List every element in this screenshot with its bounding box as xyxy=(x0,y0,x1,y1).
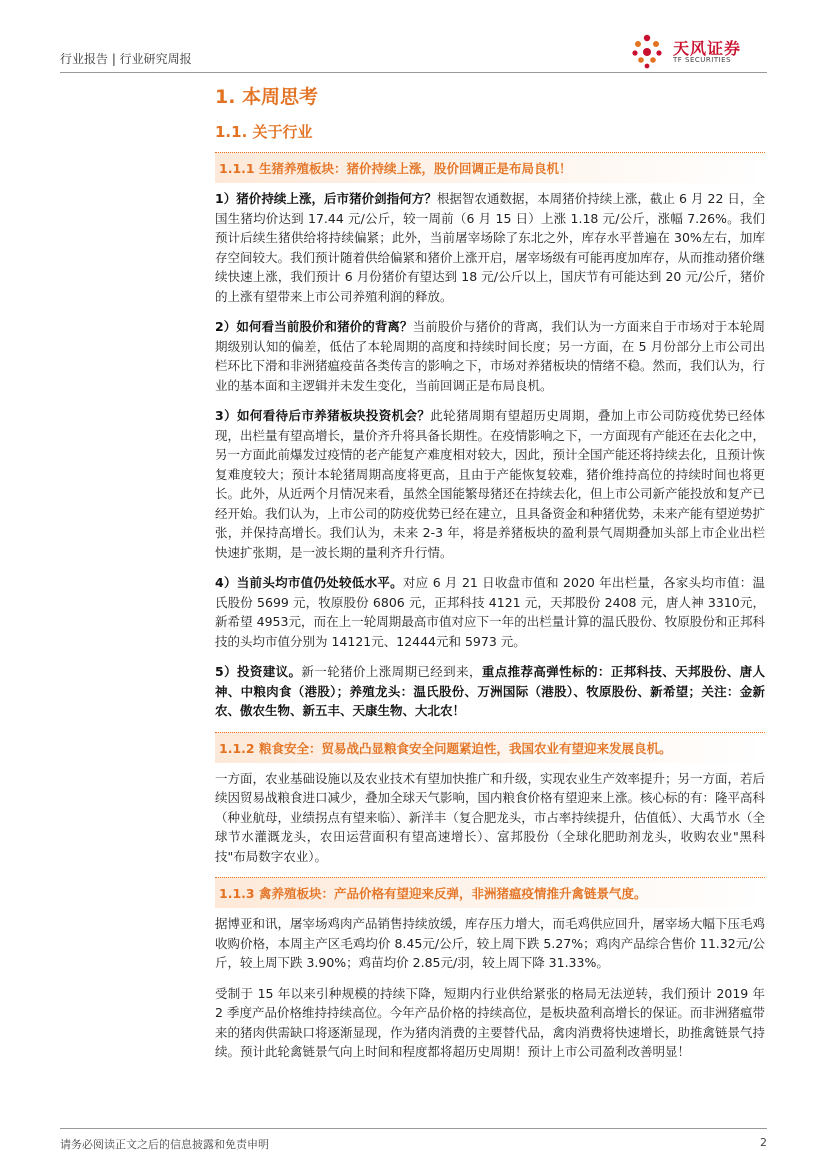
header-divider xyxy=(60,72,767,73)
paragraph-lead: 1）猪价持续上涨，后市猪价剑指何方？ xyxy=(215,191,437,206)
paragraph-text: 对应 6 月 21 日收盘市值和 2020 年出栏量，各家头均市值：温氏股份 5699 元，牧原股份 6806 元，正邦科技 4121 元，天邦股份 2408 元，唐人神 3310元，新希望 4953元，而在上一轮周期最高市值对应下一年的出栏量计算的温氏股份、牧原股份和正邦科技的头均市值分别为 14121元、12444元和 5973 元。 xyxy=(215,575,765,649)
topic-heading-poultry: 1.1.3 禽养殖板块：产品价格有望迎来反弹，非洲猪瘟疫情推升禽链景气度。 xyxy=(215,877,765,908)
paragraph-text: 当前股价与猪价的背离，我们认为一方面来自于市场对于本轮周期级别认知的偏差，低估了本轮周期的高度和持续时间长度；另一方面，在 5 月份部分上市公司出栏环比下滑和非洲猪瘟疫苗各类传言的影响之下，市场对养猪板块的情绪不稳。然而，我们认为，行业的基本面和主逻辑并未发生变化，当前回调正是布局良机。 xyxy=(215,319,766,393)
paragraph-food-security: 一方面，农业基础设施以及农业技术有望加快推广和升级，实现农业生产效率提升；另一方面，若后续因贸易战粮食进口减少，叠加全球天气影响，国内粮食价格有望迎来上涨。核心标的有：隆平高科（种业航母，业绩拐点有望来临）、新洋丰（复合肥龙头，市占率持续提升，估值低）、大禹节水（全球节水灌溉龙头，农田运营面积有望高速增长）、富邦股份（全球化肥助剂龙头，收购农业"黑科技"布局数字农业）。 xyxy=(215,770,766,864)
paragraph-bold: 重点推荐高弹性标的：正邦科技、天邦股份、唐人神、中粮肉食（港股）；养殖龙头：温氏股份、万洲国际（港股）、牧原股份、新希望；关注：金新农、傲农生物、新五丰、天康生物、大北农！ xyxy=(215,664,765,718)
logo-subtitle: TF SECURITIES xyxy=(673,56,732,64)
paragraph-pig-price xyxy=(215,189,765,306)
topic-heading-pig: 1.1.1 生猪养殖板块：猪价持续上涨，股价回调正是布局良机！ xyxy=(215,152,765,183)
footer-divider xyxy=(60,1128,767,1129)
paragraph-divergence xyxy=(215,317,765,395)
paragraph-lead: 5）投资建议。 xyxy=(215,664,302,679)
page-header xyxy=(60,40,767,80)
subsection-title: 1.1. 关于行业 xyxy=(215,123,313,141)
section-title: 1. 本周思考 xyxy=(215,86,319,108)
page-number: 2 xyxy=(760,1136,767,1149)
disclaimer-text: 请务必阅读正文之后的信息披露和免责申明 xyxy=(60,1138,269,1151)
company-logo xyxy=(627,32,767,72)
topic-heading-food-security: 1.1.2 粮食安全：贸易战凸显粮食安全问题紧迫性，我国农业有望迎来发展良机。 xyxy=(215,732,765,763)
logo-name: 天风证券 xyxy=(673,39,742,58)
paragraph-lead: 4）当前头均市值仍处较低水平。 xyxy=(215,575,403,590)
paragraph-lead: 3）如何看待后市养猪板块投资机会？ xyxy=(215,408,431,423)
report-body xyxy=(215,82,765,1073)
paragraph-lead: 2）如何看当前股价和猪价的背离？ xyxy=(215,319,413,334)
paragraph-text: 此轮猪周期有望超历史周期，叠加上市公司防疫优势已经体现，出栏量有望高增长，量价齐升将具备长期性。在疫情影响之下，一方面现有产能还在去化之中，另一方面此前爆发过疫情的老产能复产难度相对较大，因此，预计全国产能还将持续去化，且预计恢复难度较大；预计本轮猪周期高度将更高，且由于产能恢复较难，猪价维持高位的持续时间也将更长。此外，从近两个月情况来看，虽然全国能繁母猪还在持续去化，但上市公司新产能投放和复产已经开始。我们认为，上市公司的防疫优势已经在建立，且具备资金和种猪优势，未来产能有望逆势扩张，并保持高增长。我们认为，未来 2-3 年，将是养猪板块的盈利景气周期叠加头部上市企业出栏快速扩张期，是一波长期的量利齐升行情。 xyxy=(215,408,766,560)
flame-logo-icon xyxy=(627,32,667,72)
paragraph-valuation xyxy=(215,573,765,651)
paragraph-poultry-outlook: 受制于 15 年以来引种规模的持续下降，短期内行业供给紧张的格局无法逆转，我们预计 2019 年 2 季度产品价格维持持续高位。今年产品价格的持续高位，是板块盈利高增长的保证。而非洲猪瘟带来的猪肉供需缺口将逐渐显现，作为猪肉消费的主要替代品，禽肉消费将快速增长，助推禽链景气持续。预计此轮禽链景气向上时间和程度都将超历史周期！预计上市公司盈利改善明显！ xyxy=(215,985,766,1059)
paragraph-outlook xyxy=(215,406,765,562)
page-footer xyxy=(60,1128,767,1158)
report-category: 行业报告 | 行业研究周报 xyxy=(60,52,192,66)
paragraph-recommendation xyxy=(215,662,765,721)
paragraph-poultry-prices: 据博亚和讯，屠宰场鸡肉产品销售持续放缓，库存压力增大，而毛鸡供应回升，屠宰场大幅下压毛鸡收购价格，本周主产区毛鸡均价 8.45元/公斤，较上周下跌 5.27%；鸡肉产品综合售价 11.32元/公斤，较上周下跌 3.90%；鸡苗均价 2.85元/羽，较上周下降 31.33%。 xyxy=(215,916,766,970)
paragraph-text: 根据智农通数据，本周猪价持续上涨，截止 6 月 22 日，全国生猪均价达到 17.44 元/公斤，较一周前（6 月 15 日）上涨 1.18 元/公斤，涨幅 7.26%。我们预计后续生猪供给将持续偏紧；此外，当前屠宰场除了东北之外，库存水平普遍在 30%左右，加库存空间较大。我们预计随着供给偏紧和猪价上涨开启，屠宰场级有可能再度加库存，从而推动猪价继续快速上涨，我们预计 6 月份猪价有望达到 18 元/公斤以上，国庆节有可能达到 20 元/公斤，猪价的上涨有望带来上市公司养殖利润的释放。 xyxy=(215,191,766,304)
paragraph-text: 新一轮猪价上涨周期已经到来， xyxy=(301,664,482,679)
